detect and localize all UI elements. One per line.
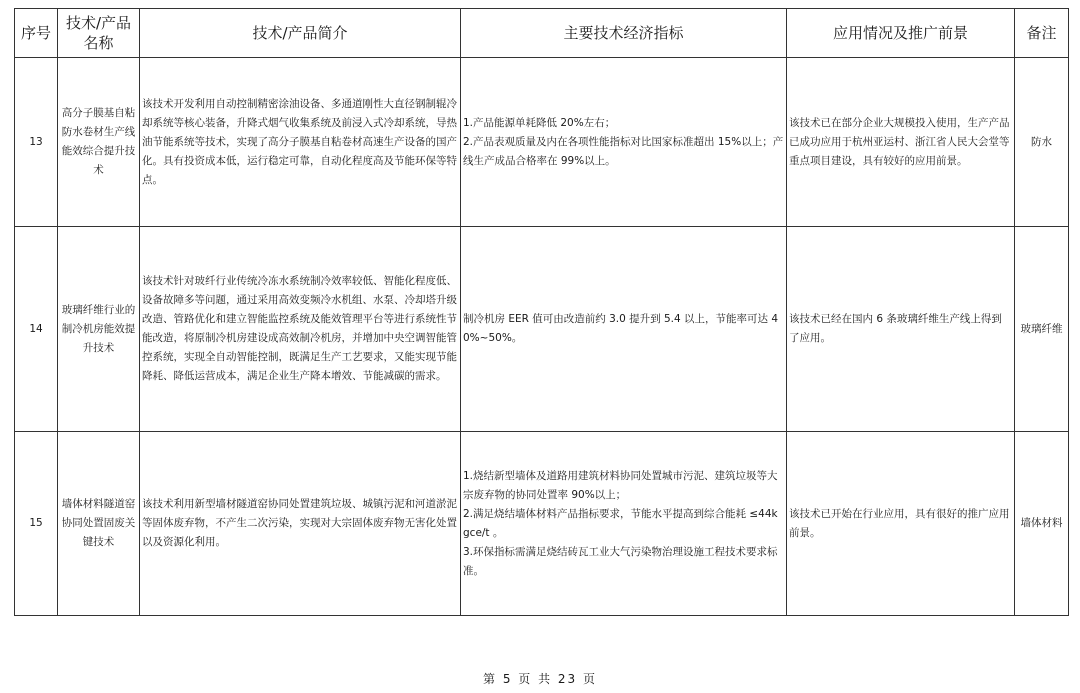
cell-indicators <box>461 432 787 616</box>
cell-application: 该技术已经在国内 6 条玻璃纤维生产线上得到了应用。 <box>787 227 1015 432</box>
technology-table <box>14 8 1069 616</box>
table-header-row <box>15 9 1069 58</box>
page-number: 第 5 页 共 23 页 <box>483 672 597 686</box>
indicator-line: 1.产品能源单耗降低 20%左右； <box>463 116 616 129</box>
cell-indicators <box>461 58 787 227</box>
cell-seq: 14 <box>15 227 58 432</box>
indicator-line: 2.满足烧结墙体材料产品指标要求，节能水平提高到综合能耗 ≤44kgce/t 。 <box>463 507 778 539</box>
table-row <box>15 432 1069 616</box>
cell-remark: 墙体材料 <box>1015 432 1069 616</box>
cell-application: 该技术已在部分企业大规模投入使用，生产产品已成功应用于杭州亚运村、浙江省人民大会堂等重点项目建设，具有较好的应用前景。 <box>787 58 1015 227</box>
cell-application: 该技术已开始在行业应用，具有很好的推广应用前景。 <box>787 432 1015 616</box>
table-row <box>15 227 1069 432</box>
header-indicators: 主要技术经济指标 <box>461 9 787 58</box>
cell-intro: 该技术利用新型墙材隧道窑协同处置建筑垃圾、城镇污泥和河道淤泥等固体废弃物，不产生二次污染，实现对大宗固体废弃物无害化处置以及资源化利用。 <box>140 432 461 616</box>
indicator-line: 制冷机房 EER 值可由改造前约 3.0 提升到 5.4 以上，节能率可达 40%~50%。 <box>463 313 779 344</box>
header-name: 技术/产品名称 <box>58 9 140 58</box>
cell-remark: 玻璃纤维 <box>1015 227 1069 432</box>
cell-name: 墙体材料隧道窑协同处置固废关键技术 <box>58 432 140 616</box>
header-intro: 技术/产品简介 <box>140 9 461 58</box>
indicator-line: 2.产品表观质量及内在各项性能指标对比国家标准超出 15%以上；产线生产成品合格率在 99%以上。 <box>463 135 784 167</box>
cell-name: 高分子膜基自粘防水卷材生产线能效综合提升技术 <box>58 58 140 227</box>
header-remark: 备注 <box>1015 9 1069 58</box>
header-seq: 序号 <box>15 9 58 58</box>
cell-remark: 防水 <box>1015 58 1069 227</box>
header-application: 应用情况及推广前景 <box>787 9 1015 58</box>
cell-seq: 13 <box>15 58 58 227</box>
cell-intro: 该技术针对玻纤行业传统冷冻水系统制冷效率较低、智能化程度低、设备故障多等问题，通过采用高效变频冷水机组、水泵、冷却塔升级改造、管路优化和建立智能监控系统及能效管理平台等进行系统性节能改造，将原制冷机房建设成高效制冷机房，并增加中央空调智能管控系统，实现全自动智能控制，既满足生产工艺要求，又能实现节能降耗、降低运营成本，满足企业生产降本增效、节能减碳的需求。 <box>140 227 461 432</box>
cell-intro: 该技术开发利用自动控制精密涂油设备、多通道刚性大直径钢制辊冷却系统等核心装备，升降式烟气收集系统及前浸入式冷却系统，导热油节能系统等技术，实现了高分子膜基自粘卷材高速生产设备的国产化。具有投资成本低，运行稳定可靠，自动化程度高及节能环保等特点。 <box>140 58 461 227</box>
indicator-line: 1.烧结新型墙体及道路用建筑材料协同处置城市污泥、建筑垃圾等大宗废弃物的协同处置率 90%以上； <box>463 469 778 501</box>
cell-indicators <box>461 227 787 432</box>
table-row <box>15 58 1069 227</box>
cell-name: 玻璃纤维行业的制冷机房能效提升技术 <box>58 227 140 432</box>
indicator-line: 3.环保指标需满足烧结砖瓦工业大气污染物治理设施工程技术要求标准。 <box>463 545 778 577</box>
cell-seq: 15 <box>15 432 58 616</box>
